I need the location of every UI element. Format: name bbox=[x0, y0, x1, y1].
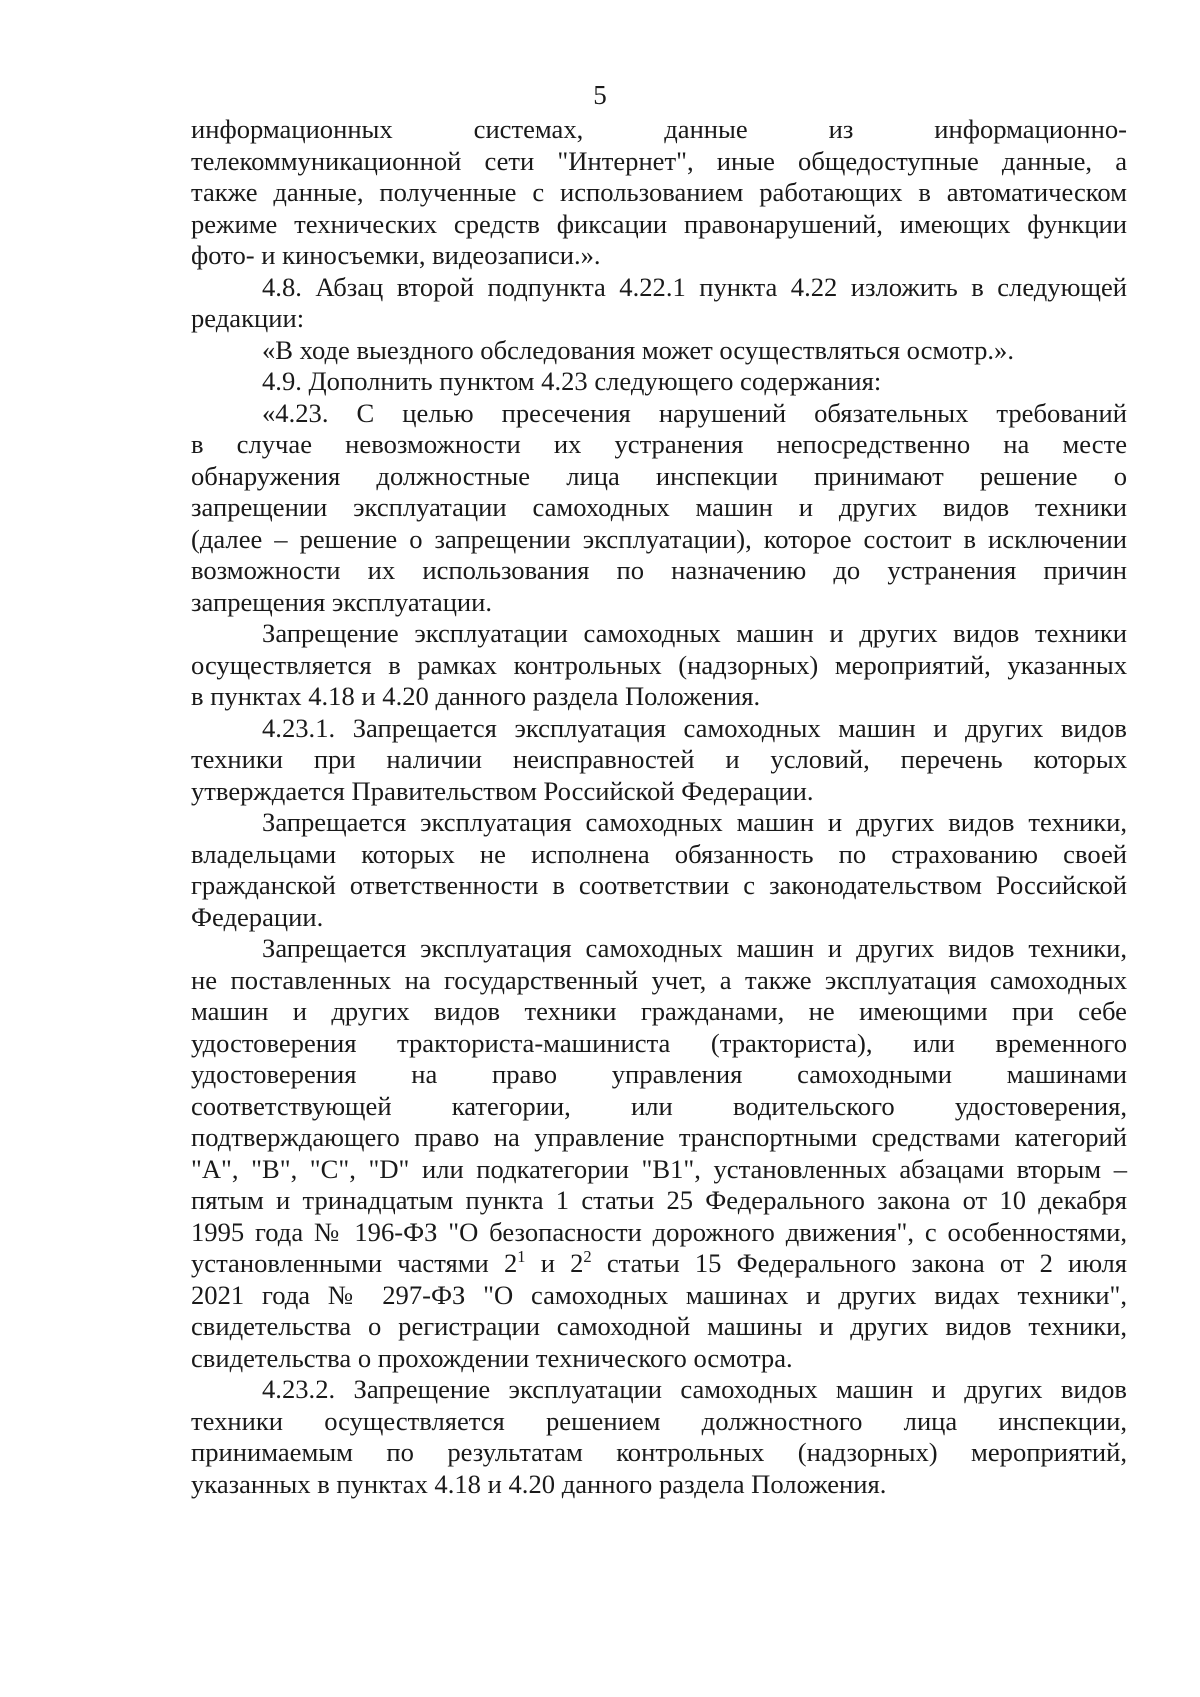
text-line: Запрещается эксплуатация самоходных машин и других видов техники, bbox=[262, 933, 1127, 963]
text-line: 2021 года № 297-ФЗ "О самоходных машинах и других видах техники", bbox=[191, 1279, 1127, 1310]
text-line: «В ходе выездного обследования может осуществляться осмотр.». bbox=[262, 334, 1014, 365]
text-line: 4.8. Абзац второй подпункта 4.22.1 пункта 4.22 изложить в следующей bbox=[262, 271, 1127, 302]
text-line: удостоверения на право управления самоходными машинами bbox=[191, 1059, 1127, 1089]
paragraph-4-23-1 bbox=[191, 713, 1127, 808]
text-segment: и 2 bbox=[525, 1248, 584, 1278]
text-line: 4.23.2. Запрещение эксплуатации самоходных машин и других видов bbox=[262, 1374, 1127, 1404]
paragraph-prohibition-scope bbox=[191, 618, 1127, 713]
text-line: Запрещается эксплуатация самоходных машин и других видов техники, bbox=[262, 807, 1127, 837]
text-line: удостоверения тракториста-машиниста (тракториста), или временного bbox=[191, 1027, 1127, 1058]
text-line: утверждается Правительством Российской Федерации. bbox=[191, 775, 814, 806]
text-line: принимаемым по результатам контрольных (надзорных) мероприятий, bbox=[191, 1437, 1127, 1467]
paragraph-4-23-2 bbox=[191, 1374, 1127, 1500]
paragraph-4-23 bbox=[191, 398, 1127, 619]
text-line: телекоммуникационной сети "Интернет", иные общедоступные данные, а bbox=[191, 145, 1127, 176]
paragraph-insurance bbox=[191, 807, 1127, 933]
text-line: режиме технических средств фиксации правонарушений, имеющих функции bbox=[191, 208, 1127, 239]
text-line: запрещения эксплуатации. bbox=[191, 586, 493, 617]
text-line: осуществляется в рамках контрольных (надзорных) мероприятий, указанных bbox=[191, 649, 1127, 680]
text-line: владельцами которых не исполнена обязанность по страхованию своей bbox=[191, 838, 1127, 869]
paragraph-4-9 bbox=[191, 366, 1127, 398]
text-line: 1995 года № 196-ФЗ "О безопасности дорожного движения", с особенностями, bbox=[191, 1216, 1127, 1247]
text-line: 4.23.1. Запрещается эксплуатация самоходных машин и других видов bbox=[262, 712, 1127, 743]
text-line: также данные, полученные с использованием работающих в автоматическом bbox=[191, 177, 1127, 207]
text-line: указанных в пунктах 4.18 и 4.20 данного раздела Положения. bbox=[191, 1468, 887, 1499]
text-line: информационных системах, данные из информационно- bbox=[191, 114, 1127, 144]
text-line: в пунктах 4.18 и 4.20 данного раздела Положения. bbox=[191, 681, 761, 711]
text-line: 4.9. Дополнить пунктом 4.23 следующего содержания: bbox=[262, 366, 882, 396]
text-line: запрещении эксплуатации самоходных машин и других видов техники bbox=[191, 492, 1127, 522]
text-line: Федерации. bbox=[191, 901, 324, 932]
text-line: техники осуществляется решением должностного лица инспекции, bbox=[191, 1405, 1127, 1436]
superscript: 2 bbox=[583, 1247, 592, 1267]
text-line: "A", "B", "C", "D" или подкатегории "B1", установленных абзацами вторым – bbox=[191, 1153, 1127, 1184]
text-line: техники при наличии неисправностей и условий, перечень которых bbox=[191, 744, 1127, 774]
paragraph-registration bbox=[191, 933, 1127, 1374]
text-segment: установленными частями 2 bbox=[191, 1248, 518, 1278]
text-line: Запрещение эксплуатации самоходных машин и других видов техники bbox=[262, 618, 1127, 648]
text-segment: статьи 15 Федерального закона от 2 июля bbox=[591, 1248, 1127, 1278]
text-line: машин и других видов техники гражданами, не имеющими при себе bbox=[191, 996, 1127, 1026]
text-line: «4.23. С целью пресечения нарушений обязательных требований bbox=[262, 397, 1127, 428]
text-line: в случае невозможности их устранения непосредственно на месте bbox=[191, 429, 1127, 459]
text-line: соответствующей категории, или водительского удостоверения, bbox=[191, 1090, 1127, 1121]
text-line: пятым и тринадцатым пункта 1 статьи 25 Федерального закона от 10 декабря bbox=[191, 1185, 1127, 1215]
text-line: обнаружения должностные лица инспекции принимают решение о bbox=[191, 460, 1127, 491]
paragraph-4-8 bbox=[191, 272, 1127, 335]
text-line: свидетельства о прохождении технического осмотра. bbox=[191, 1342, 793, 1373]
text-line: подтверждающего право на управление транспортными средствами категорий bbox=[191, 1122, 1127, 1152]
text-line: возможности их использования по назначению до устранения причин bbox=[191, 555, 1127, 585]
text-line: свидетельства о регистрации самоходной машины и других видов техники, bbox=[191, 1311, 1127, 1341]
text-line: редакции: bbox=[191, 303, 305, 333]
superscript: 1 bbox=[517, 1247, 526, 1267]
document-body bbox=[191, 114, 1127, 1500]
text-line: фото- и киносъемки, видеозаписи.». bbox=[191, 240, 601, 270]
text-line: (далее – решение о запрещении эксплуатации), которое состоит в исключении bbox=[191, 523, 1127, 554]
text-line: гражданской ответственности в соответствии с законодательством Российской bbox=[191, 870, 1127, 900]
text-line: не поставленных на государственный учет, а также эксплуатация самоходных bbox=[191, 964, 1127, 995]
paragraph-continuation bbox=[191, 114, 1127, 272]
page-number: 5 bbox=[593, 80, 607, 110]
text-line-with-superscripts bbox=[191, 1248, 1127, 1280]
paragraph-quote-inspection bbox=[191, 335, 1127, 367]
